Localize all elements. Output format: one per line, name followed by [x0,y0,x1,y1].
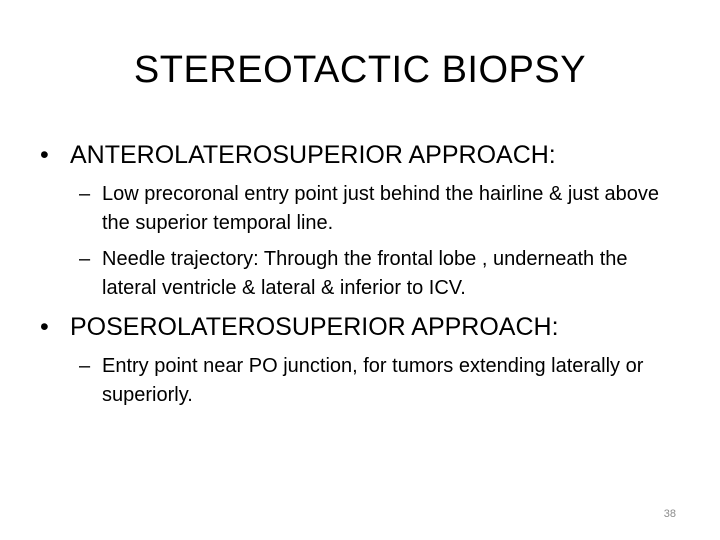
sub-bullet-item [79,352,680,410]
sub-bullet-text: Low precoronal entry point just behind the hairline & just above the superior temporal line. [102,183,660,234]
slide-content [40,138,680,417]
bullet-marker: • [40,313,49,341]
sub-bullet-text: Needle trajectory: Through the frontal lobe , underneath the lateral ventricle & lateral & inferior to ICV. [102,248,628,299]
sub-bullet-text: Entry point near PO junction, for tumors extending laterally or superiorly. [102,355,644,406]
sub-bullet-list [40,180,680,303]
bullet-marker: • [40,141,49,169]
sub-bullet-list [40,352,680,410]
sub-bullet-item [79,245,680,303]
sub-bullet-marker: – [79,183,91,205]
slide-title: STEREOTACTIC BIOPSY [133,49,587,91]
section-heading-text: POSEROLATEROSUPERIOR APPROACH: [70,313,559,341]
section-heading-text: ANTEROLATEROSUPERIOR APPROACH: [70,141,556,169]
sub-bullet-marker: – [79,355,91,377]
page-number: 38 [663,508,676,520]
section-heading-poserolaterosuperior [40,310,680,344]
sub-bullet-marker: – [79,248,91,270]
sub-bullet-item [79,180,680,238]
section-heading-anterolaterosuperior [40,138,680,172]
